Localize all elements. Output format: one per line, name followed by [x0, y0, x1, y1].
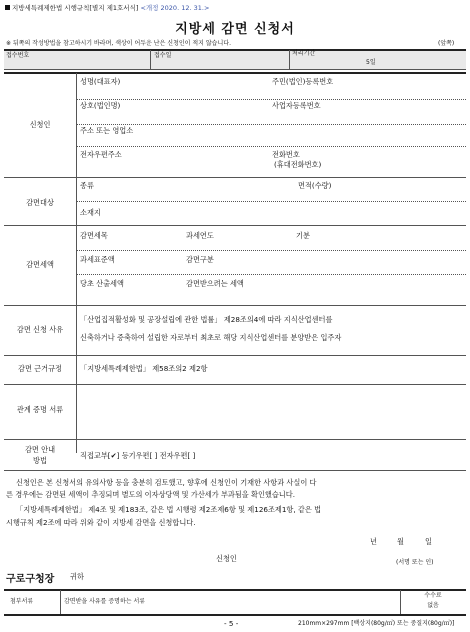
attachment-description: 감면받을 사유를 증명하는 서류 [64, 598, 146, 605]
date-month-label: 월 [397, 537, 404, 546]
processing-period-value: 5일 [366, 59, 376, 66]
reason-line-1: 「산업집적활성화 및 공장설립에 관한 법률」 제28조의4에 따라 지식산업센터를 [80, 315, 333, 324]
declaration-para1-line1: 신청인은 본 신청서의 유의사항 등을 충분히 검토했고, 향후에 신청인이 기재한 사항과 사실이 다 [16, 478, 317, 487]
target-section-label: 감면대상 [26, 198, 54, 207]
tax-section-label: 감면세액 [26, 260, 54, 269]
processing-period-label: 처리기간 [292, 50, 316, 57]
attachment-label: 첨부서류 [10, 598, 34, 605]
receipt-number-label: 접수번호 [6, 52, 30, 59]
email-field-label[interactable]: 전자우편주소 [80, 150, 122, 159]
phone-field-label[interactable]: 전화번호 [272, 150, 300, 159]
instruction-note: ※ 뒤쪽의 작성방법을 참고하시기 바라며, 색상이 어두운 난은 신청인이 적지 않습니다. [6, 40, 231, 47]
company-name-field-label[interactable]: 상호(법인명) [80, 101, 121, 110]
page-title: 지방세 감면 신청서 [175, 22, 295, 37]
tax-standard-field-label[interactable]: 과세표준액 [80, 255, 115, 264]
date-day-label: 일 [425, 537, 432, 546]
declaration-para2-line2: 시행규칙 제2조에 따라 위와 같이 지방세 감면을 신청합니다. [6, 518, 196, 527]
reduction-type-field-label[interactable]: 감면구분 [186, 255, 214, 264]
area-field-label[interactable]: 면적(수량) [298, 181, 332, 190]
address-field-label[interactable]: 주소 또는 영업소 [80, 126, 134, 135]
notice-label-line-1: 감면 안내 [24, 445, 56, 454]
receipt-date-label: 접수일 [154, 52, 172, 59]
recipient-name: 구로구청장 [6, 574, 55, 585]
form-header [5, 4, 209, 12]
declaration-para2-line1: 「지방세특례제한법」 제4조 및 제183조, 같은 법 시행령 제2조제6항 및 제126조제1항, 같은 법 [16, 505, 322, 514]
mobile-field-label[interactable]: (휴대전화번호) [274, 160, 322, 169]
basis-value: 「지방세특례제한법」 제58조의2 제2항 [80, 364, 208, 373]
paper-spec: 210mm×297mm [백상지(80g/㎡) 또는 중질지(80g/㎡)] [298, 620, 455, 627]
original-amount-field-label[interactable]: 당초 산출세액 [80, 279, 124, 288]
applicant-section-label: 신청인 [29, 120, 51, 129]
revision-note: <개정 2020. 12. 31.> [140, 4, 210, 12]
bullet-square-icon [5, 5, 10, 10]
recipient-suffix: 귀하 [70, 572, 84, 581]
reason-line-2: 신축하거나 증축하여 설립한 자로부터 최초로 해당 지식산업센터를 분양받은 입주자 [80, 333, 342, 342]
date-year-label: 년 [370, 537, 377, 546]
tax-item-field-label[interactable]: 감면세목 [80, 231, 108, 240]
law-reference: 지방세특례제한법 시행규칙[별지 제1호서식] [12, 4, 139, 12]
location-field-label[interactable]: 소재지 [80, 208, 101, 217]
reason-label: 감면 신청 사유 [16, 325, 64, 334]
name-field-label[interactable]: 성명(대표자) [80, 77, 121, 86]
evidence-label: 관계 증명 서류 [16, 405, 64, 414]
resident-id-field-label[interactable]: 주민(법인)등록번호 [272, 77, 334, 86]
page-number: - 5 - [224, 619, 239, 628]
fee-value: 없음 [427, 602, 439, 609]
requested-amount-field-label[interactable]: 감면받으려는 세액 [186, 279, 244, 288]
page-side-label: (앞쪽) [438, 40, 455, 47]
applicant-sign-label: 신청인 [216, 554, 237, 563]
basis-label: 감면 근거규정 [18, 364, 62, 373]
receipt-row [4, 50, 466, 69]
notice-label-line-2: 방법 [33, 456, 47, 465]
business-reg-field-label[interactable]: 사업자등록번호 [272, 101, 321, 110]
declaration-para1-line2: 른 경우에는 감면된 세액이 추징되며 별도의 이자상당액 및 가산세가 부과됨을 확인했습니다. [6, 490, 295, 499]
fee-label: 수수료 [424, 592, 442, 599]
notice-method-options[interactable]: 직접교부[✔] 등기우편[ ] 전자우편[ ] [80, 451, 196, 460]
tax-year-field-label[interactable]: 과세연도 [186, 231, 214, 240]
sign-or-seal-label[interactable]: (서명 또는 인) [396, 559, 434, 566]
type-field-label[interactable]: 종류 [80, 181, 94, 190]
base-field-label[interactable]: 기분 [296, 231, 310, 240]
